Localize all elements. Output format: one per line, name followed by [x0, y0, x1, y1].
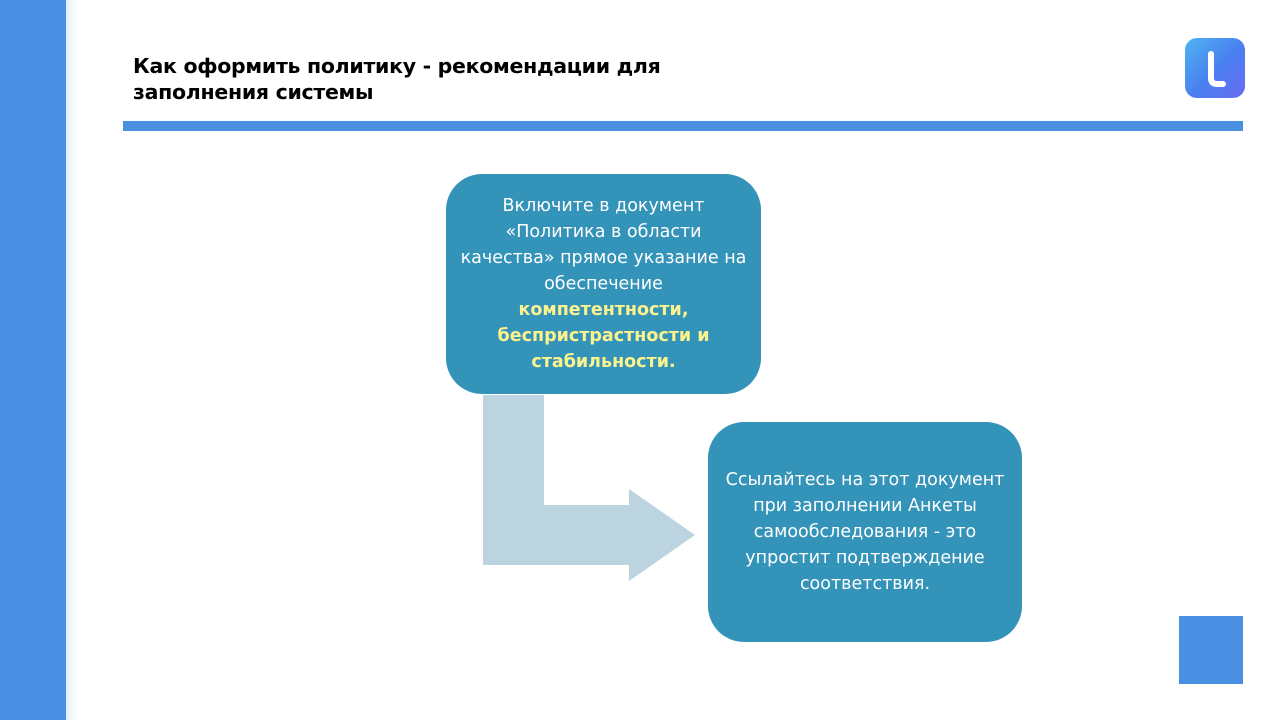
left-accent-bar [0, 0, 66, 720]
left-accent-shade [66, 0, 78, 720]
policy-instruction-content [460, 193, 747, 375]
flow-arrow-icon [483, 395, 698, 585]
corner-accent-square [1179, 616, 1243, 684]
policy-instruction-text: Включите в документ «Политика в области качества» прямое указание на обеспечение [460, 196, 747, 294]
reference-advice-box [708, 422, 1022, 642]
policy-instruction-highlight: компетентности, беспристрастности и стабильности. [497, 300, 710, 372]
policy-instruction-box [446, 174, 761, 394]
slide-title: Как оформить политику - рекомендации для заполнения системы [133, 54, 661, 104]
title-divider [123, 121, 1243, 131]
reference-advice-text: Ссылайтесь на этот документ при заполнении Анкеты самообследования - это упростит подтверждение соответствия. [725, 470, 1005, 594]
brand-logo-icon [1185, 38, 1245, 98]
